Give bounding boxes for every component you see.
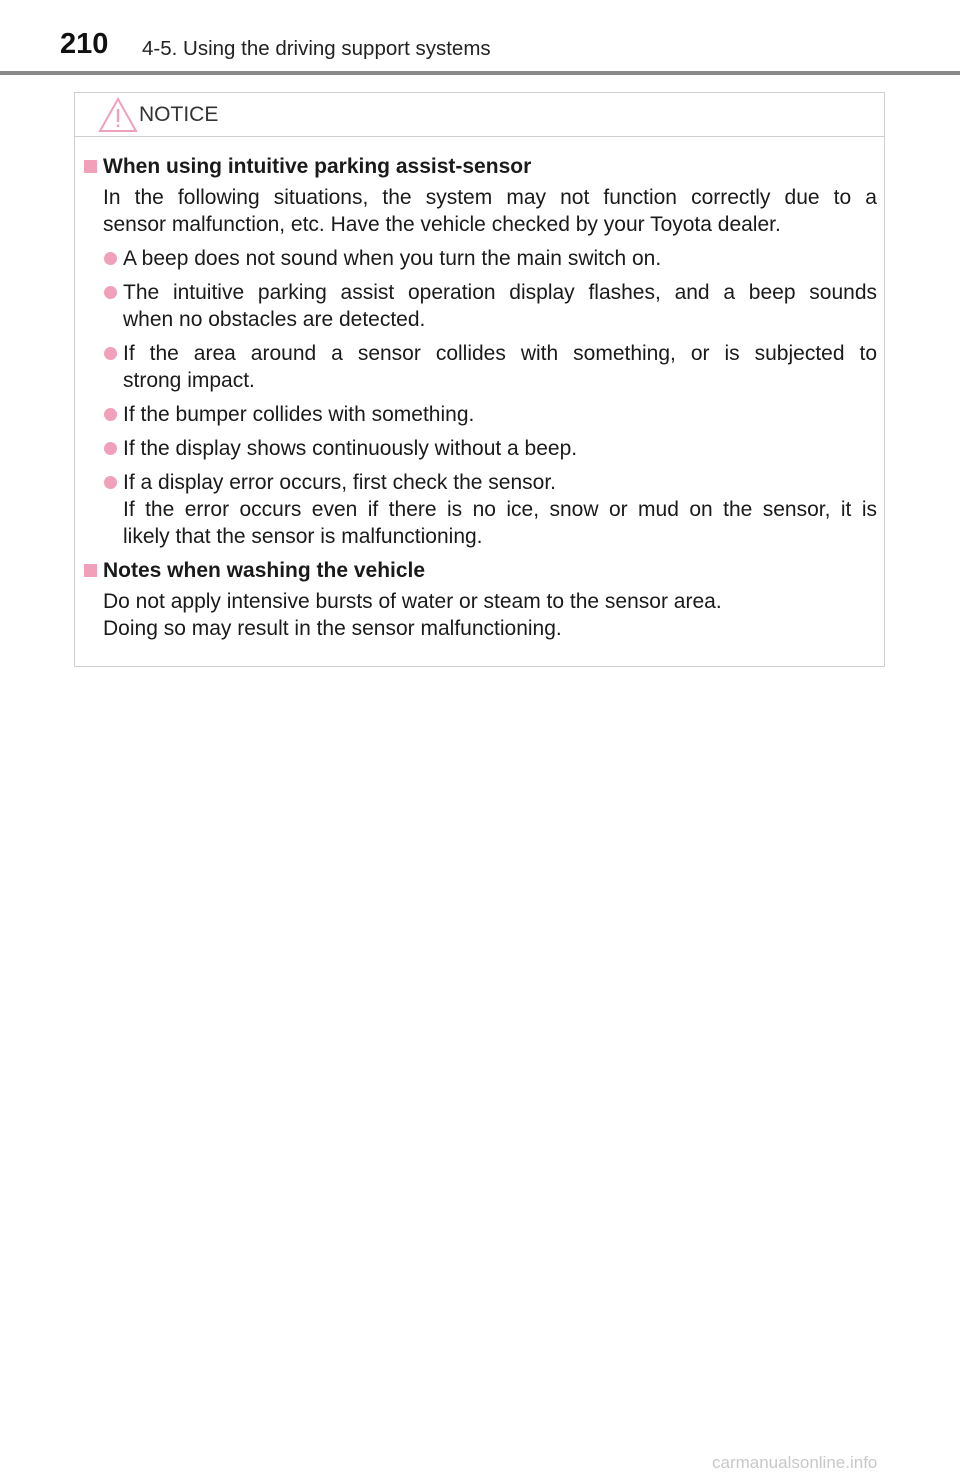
- round-bullet-icon: [104, 347, 117, 360]
- list-item-text: If the error occurs even if there is no ice, snow or mud on the sensor, it is: [123, 498, 877, 521]
- list-item-text: strong impact.: [123, 369, 255, 392]
- list-item: [83, 245, 877, 272]
- list-item: [83, 469, 877, 550]
- list-item: [83, 279, 877, 333]
- round-bullet-icon: [104, 476, 117, 489]
- intro-line: In the following situations, the system may not function correctly due to a: [103, 186, 877, 209]
- list-item-text: A beep does not sound when you turn the main switch on.: [123, 247, 662, 270]
- section-intro: [83, 588, 877, 642]
- notice-title: NOTICE: [139, 103, 219, 126]
- notice-body: [83, 153, 877, 642]
- intro-line: Do not apply intensive bursts of water or steam to the sensor area.: [103, 590, 722, 613]
- header-divider: [0, 71, 960, 75]
- list-item: [83, 401, 877, 428]
- round-bullet-icon: [104, 252, 117, 265]
- round-bullet-icon: [104, 286, 117, 299]
- notice-box: [74, 92, 885, 667]
- warning-triangle-icon: [97, 96, 139, 134]
- list-item-text: If a display error occurs, first check the sensor.: [123, 471, 557, 494]
- list-item-text: The intuitive parking assist operation display flashes, and a beep sounds: [123, 281, 877, 304]
- round-bullet-icon: [104, 408, 117, 421]
- section-intro: [83, 184, 877, 238]
- page-header: [0, 0, 960, 76]
- list-item-text: If the bumper collides with something.: [123, 403, 475, 426]
- list-item: [83, 340, 877, 394]
- section-heading-text: Notes when washing the vehicle: [103, 559, 426, 582]
- section-title: 4-5. Using the driving support systems: [142, 37, 491, 60]
- notice-header: [75, 93, 884, 137]
- intro-line: Doing so may result in the sensor malfunctioning.: [103, 617, 562, 640]
- list-item-text: If the area around a sensor collides with something, or is subjected to: [123, 342, 877, 365]
- section-heading-text: When using intuitive parking assist-sensor: [103, 155, 532, 178]
- round-bullet-icon: [104, 442, 117, 455]
- section-heading-parking-assist: [83, 153, 877, 180]
- list-item-text: when no obstacles are detected.: [123, 308, 426, 331]
- intro-line: sensor malfunction, etc. Have the vehicle checked by your Toyota dealer.: [103, 213, 781, 236]
- section-heading-washing: [83, 557, 877, 584]
- list-item: [83, 435, 877, 462]
- watermark-text: carmanualsonline.info: [712, 1453, 878, 1472]
- list-item-text: If the display shows continuously without a beep.: [123, 437, 578, 460]
- square-bullet-icon: [84, 160, 97, 173]
- page-number: 210: [60, 28, 109, 60]
- square-bullet-icon: [84, 564, 97, 577]
- list-item-text: likely that the sensor is malfunctioning.: [123, 525, 483, 548]
